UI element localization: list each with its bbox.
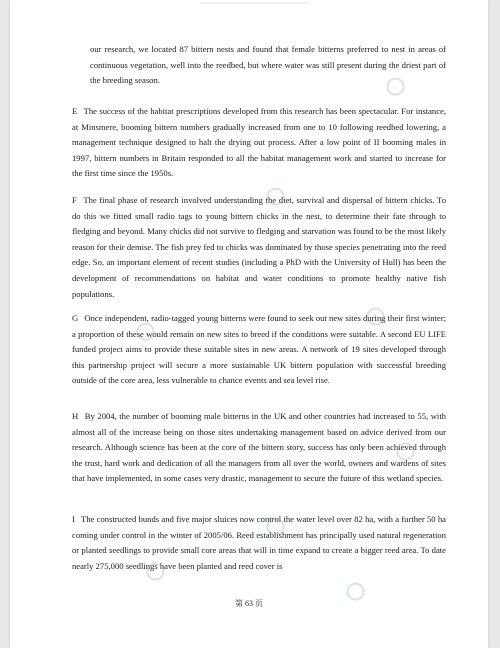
document-page — [10, 0, 488, 648]
paragraph-text: The success of the habitat prescriptions developed from this research has been spectacular. For instance, at Minsmere, booming bittern numbers gradually increased from one to 10 following reedbed lowering, a management technique designed to halt the drying out process. After a low point of II booming males in 1997, bittern numbers in Britain responded to all the habitat management work and started to increase for the first time since the 1950s. — [72, 106, 447, 179]
paragraph-text: By 2004, the number of booming male bitterns in the UK and other countries had increased to 55, with almost all of the increase being on those sites undertaking management based on advice derived from our research. Although science has been at the core of the bittern story, success has only been achieved through the trust, hard work and dedication of all the managers from all over the world, owners and wardens of sites that have implemented, in some cases very drastic, management to secure the future of this wetland species. — [72, 411, 447, 484]
paragraph-continuation: our research, we located 87 bittern nests and found that female bitterns preferred to nest in areas of continuous vegetation, well into the reedbed, but where water was still present during the driest part of the breeding season. — [90, 44, 446, 86]
paragraph-letter: H — [72, 411, 79, 421]
paragraph-text: Once independent, radio-tagged young bitterns were found to seek out new sites during their first winter; a proportion of these would remain on new sites to breed if the conditions were suitable. A second EU LIFE funded project aims to provide these suitable sites in new areas. A network of 19 sites developed through this partnership project will secure a more sustainable UK bittern population with successful breeding outside of the core area, less vulnerable to chance events and sea level rise. — [72, 313, 446, 386]
paragraph-letter: E — [72, 106, 78, 116]
paragraph-text: The constructed bunds and five major sluices now control the water level over 82 ha, with a further 50 ha coming under control in the winter of 2005/06. Reed establishment has principally used natural regeneration or planted seedlings to provide small core areas that will in time expand to create a bigger reed area. To date nearly 275,000 seedlings have been planted and reed cover is — [72, 514, 446, 571]
paragraph-letter: F — [72, 195, 77, 205]
page-number: 第 63 页 — [235, 599, 263, 608]
paragraph-f — [72, 193, 446, 302]
paragraph-text: The final phase of research involved understanding the diet, survival and dispersal of bittern chicks. To do this we fitted small radio tags to young bittern chicks in the nest, to determine their fate through to fledging and beyond. Many chicks did not survive to fledging and starvation was found to be the most likely reason for their demise. The fish prey fed to chicks was dominated by those species penetrating into the reed edge. So, an important element of recent studies (including a PhD with the University of Hull) has been the development of recommendations on habitat and water conditions to promote healthy native fish populations. — [72, 195, 446, 299]
paragraph-g — [72, 311, 446, 389]
top-edge-mark — [200, 2, 310, 4]
paragraph-e — [72, 104, 446, 182]
paragraph-i — [72, 512, 446, 574]
paragraph-letter: G — [72, 313, 79, 323]
paragraph-h — [72, 409, 446, 487]
paragraph-letter: I — [72, 514, 75, 524]
